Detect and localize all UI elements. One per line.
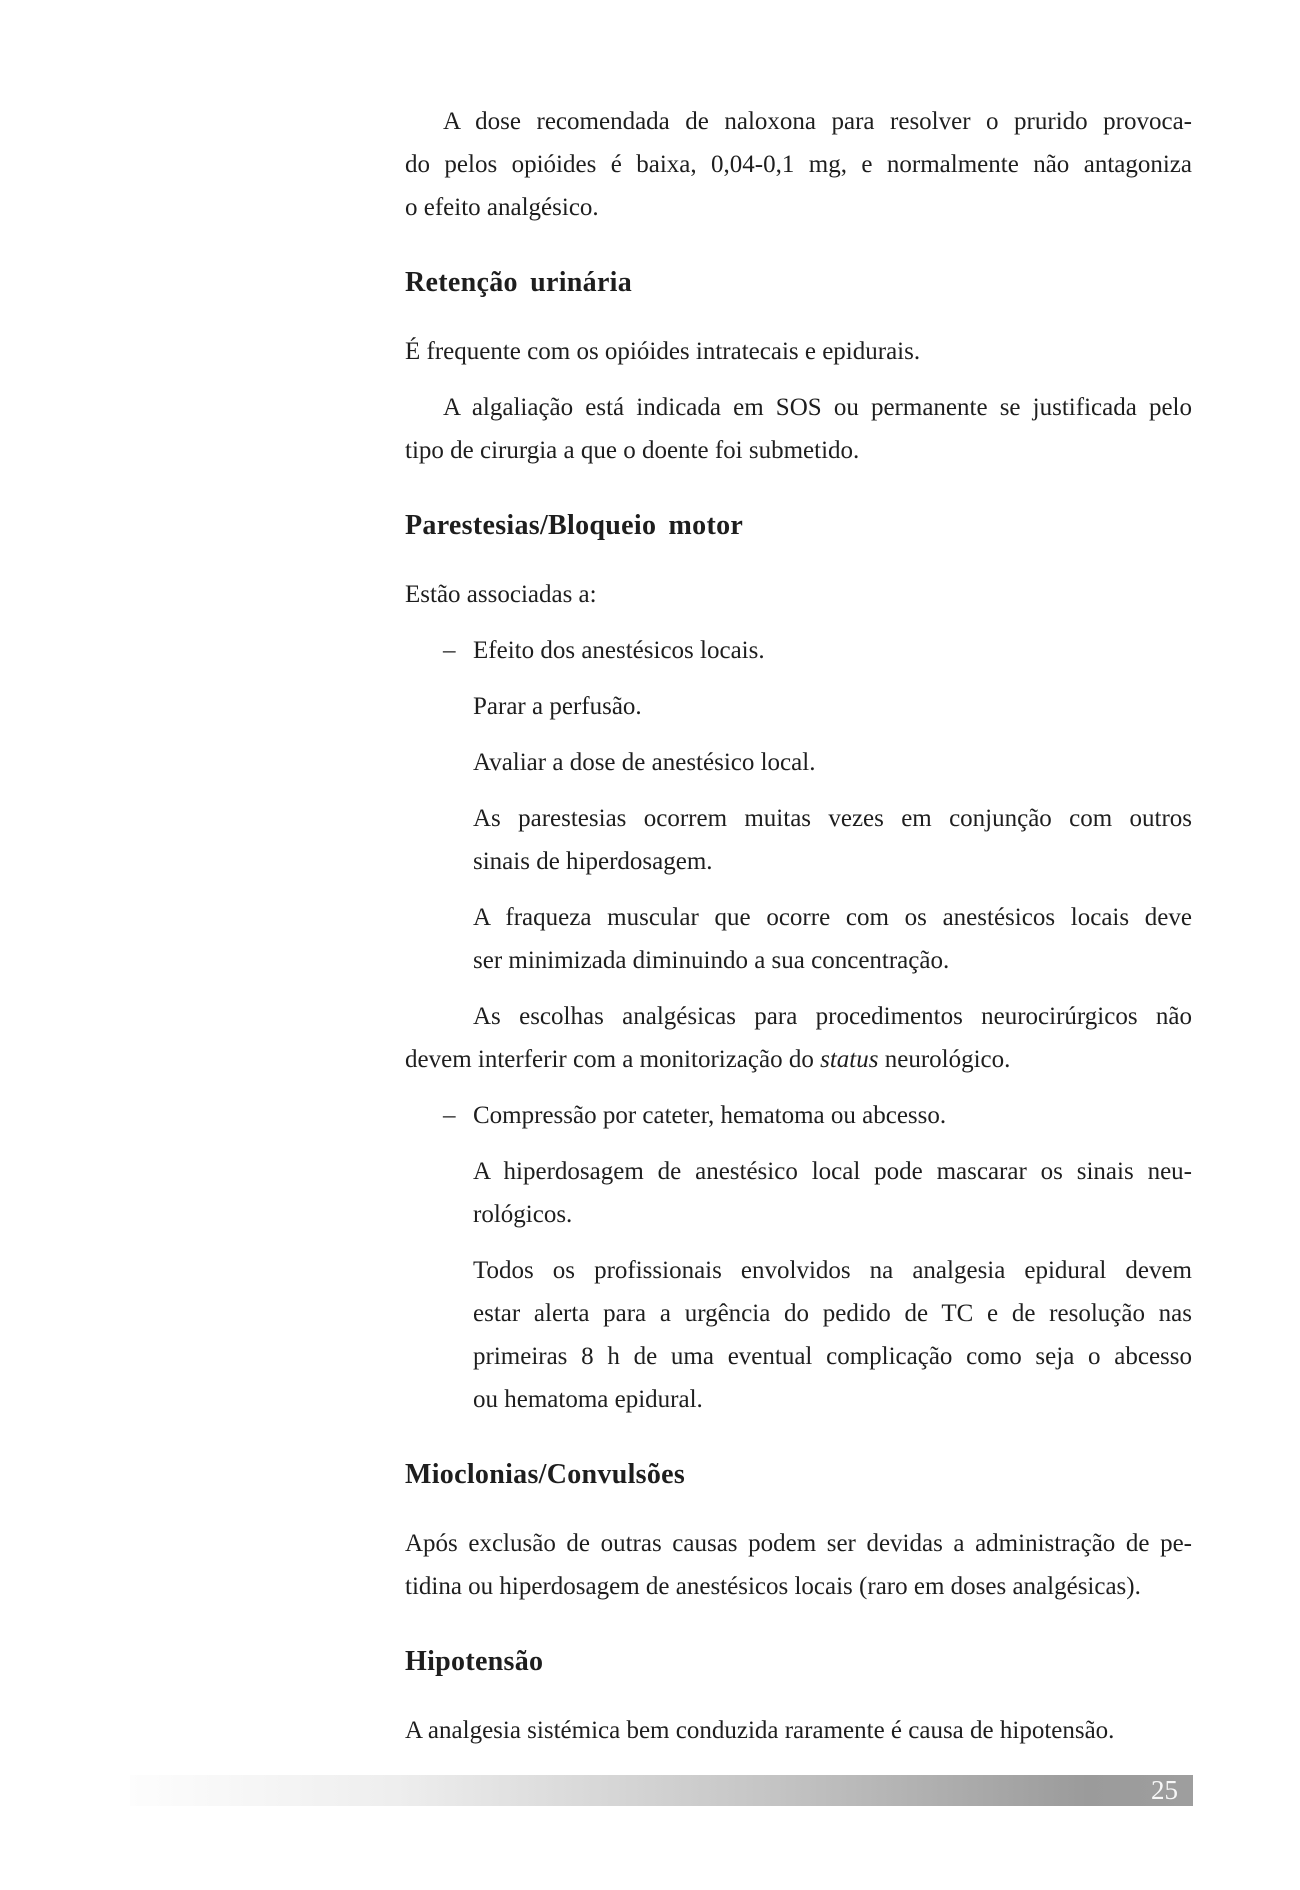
body-paragraph xyxy=(473,741,1192,784)
text-line xyxy=(473,1150,1192,1193)
text-line xyxy=(473,840,1192,883)
body-paragraph xyxy=(473,896,1192,982)
text-line xyxy=(473,741,1192,784)
body-paragraph xyxy=(405,573,1192,616)
dash-marker: – xyxy=(443,1102,456,1129)
text-line xyxy=(405,143,1192,186)
text-line xyxy=(473,797,1192,840)
text-segment: Após exclusão de outras causas podem ser devidas a administração de pe- xyxy=(405,1530,1192,1557)
text-segment: devem interferir com a monitorização do xyxy=(405,1046,821,1073)
text-line xyxy=(405,330,1192,373)
text-line xyxy=(405,1038,1192,1081)
list-item xyxy=(405,1094,1192,1137)
list-item xyxy=(405,629,1192,672)
body-paragraph xyxy=(405,386,1192,472)
text-line xyxy=(473,1335,1192,1378)
document-content xyxy=(405,0,1192,1765)
text-line xyxy=(405,429,1192,472)
text-line xyxy=(405,1709,1192,1752)
text-segment: A hiperdosagem de anestésico local pode mascarar os sinais neu- xyxy=(473,1158,1192,1185)
text-segment: Compressão por cateter, hematoma ou abcesso. xyxy=(473,1102,947,1129)
body-paragraph xyxy=(473,1249,1192,1421)
text-line xyxy=(405,186,1192,229)
text-segment: primeiras 8 h de uma eventual complicação como seja o abcesso xyxy=(473,1343,1192,1370)
section-heading: Parestesias/Bloqueio motor xyxy=(405,510,744,541)
text-segment: As escolhas analgésicas para procedimentos neurocirúrgicos não xyxy=(473,1003,1192,1030)
text-segment: neurológico. xyxy=(878,1046,1011,1073)
text-segment: A dose recomendada de naloxona para resolver o prurido provoca- xyxy=(443,108,1192,135)
text-segment: Todos os profissionais envolvidos na analgesia epidural devem xyxy=(473,1257,1192,1284)
text-segment: ser minimizada diminuindo a sua concentração. xyxy=(473,947,950,974)
section-heading: Retenção urinária xyxy=(405,267,633,298)
text-line xyxy=(405,995,1192,1038)
text-line xyxy=(405,1565,1192,1608)
footer-bar xyxy=(130,1775,1193,1806)
text-segment: Avaliar a dose de anestésico local. xyxy=(473,749,816,776)
text-segment: Efeito dos anestésicos locais. xyxy=(473,637,765,664)
body-paragraph xyxy=(405,100,1192,229)
text-segment: As parestesias ocorrem muitas vezes em conjunção com outros xyxy=(473,805,1192,832)
text-segment: tidina ou hiperdosagem de anestésicos locais (raro em doses analgésicas). xyxy=(405,1573,1141,1600)
text-line xyxy=(473,1378,1192,1421)
page-number: 25 xyxy=(1151,1775,1178,1805)
dash-marker: – xyxy=(443,637,456,664)
text-segment: tipo de cirurgia a que o doente foi submetido. xyxy=(405,437,860,464)
text-segment: A fraqueza muscular que ocorre com os anestésicos locais deve xyxy=(473,904,1192,931)
text-line xyxy=(473,1292,1192,1335)
text-line xyxy=(473,685,1192,728)
text-segment: ou hematoma epidural. xyxy=(473,1386,703,1413)
text-segment: status xyxy=(820,1046,879,1073)
text-segment: sinais de hiperdosagem. xyxy=(473,848,713,875)
text-segment: estar alerta para a urgência do pedido de TC e de resolução nas xyxy=(473,1300,1192,1327)
text-line xyxy=(473,1094,1192,1137)
text-line xyxy=(473,1193,1192,1236)
text-segment: A algaliação está indicada em SOS ou permanente se justificada pelo xyxy=(443,394,1192,421)
text-segment: do pelos opióides é baixa, 0,04-0,1 mg, e normalmente não antagoniza xyxy=(405,151,1192,178)
section-heading: Hipotensão xyxy=(405,1646,544,1677)
body-paragraph xyxy=(405,995,1192,1081)
body-paragraph xyxy=(473,1150,1192,1236)
section-heading: Mioclonias/Convulsões xyxy=(405,1459,686,1490)
text-segment: Estão associadas a: xyxy=(405,581,597,608)
text-line xyxy=(473,896,1192,939)
text-segment: É frequente com os opióides intratecais e epidurais. xyxy=(405,338,921,365)
text-line xyxy=(405,100,1192,143)
text-segment: Parar a perfusão. xyxy=(473,693,642,720)
text-line xyxy=(473,939,1192,982)
text-segment: rológicos. xyxy=(473,1201,573,1228)
text-segment: A analgesia sistémica bem conduzida raramente é causa de hipotensão. xyxy=(405,1717,1115,1744)
body-paragraph xyxy=(473,797,1192,883)
body-paragraph xyxy=(473,685,1192,728)
text-line xyxy=(473,629,1192,672)
text-line xyxy=(405,573,1192,616)
text-line xyxy=(405,1522,1192,1565)
text-line xyxy=(405,386,1192,429)
text-line xyxy=(473,1249,1192,1292)
body-paragraph xyxy=(405,1709,1192,1752)
body-paragraph xyxy=(405,1522,1192,1608)
text-segment: o efeito analgésico. xyxy=(405,194,599,221)
body-paragraph xyxy=(405,330,1192,373)
